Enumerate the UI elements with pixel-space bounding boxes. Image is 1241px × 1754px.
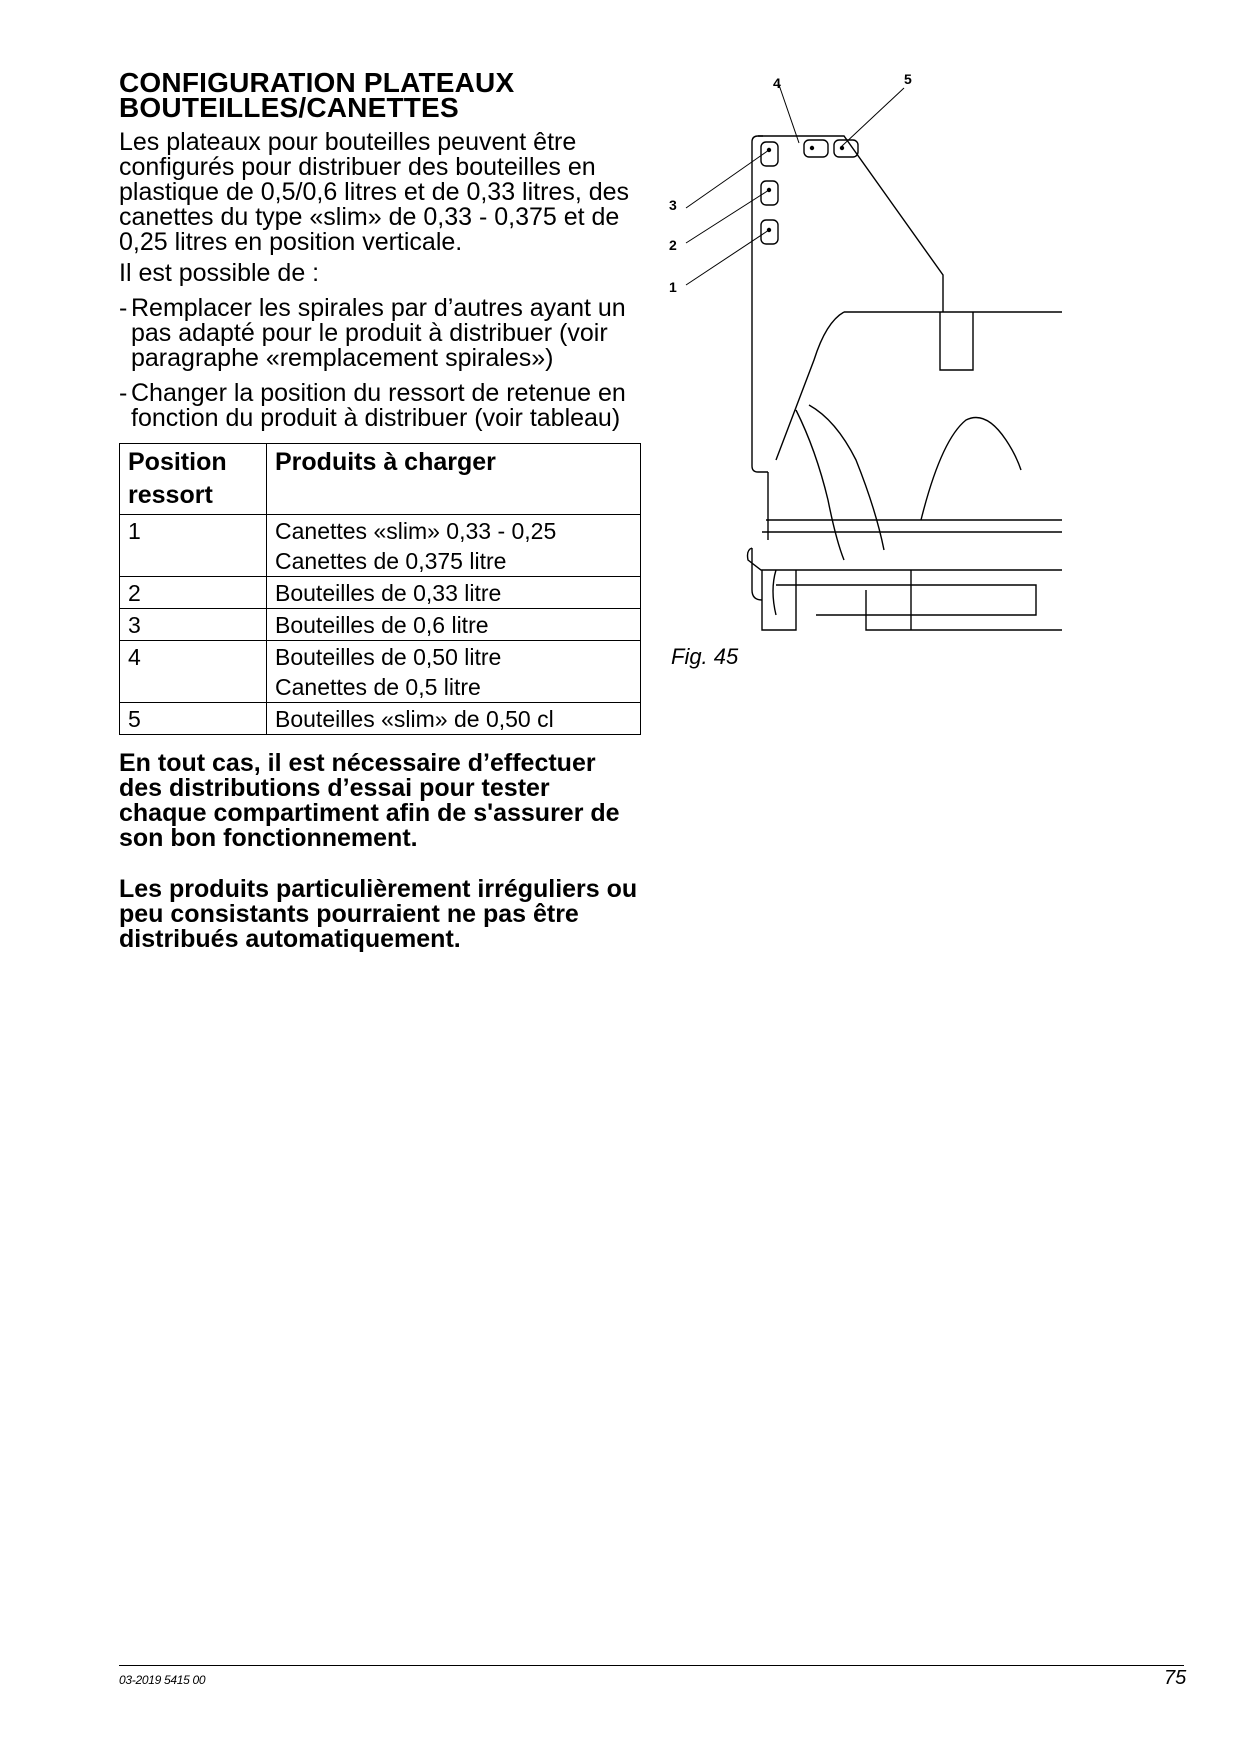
table-row [120,609,641,641]
product-line: Bouteilles de 0,6 litre [275,612,489,638]
possible-paragraph: Il est possible de : [119,259,320,287]
cell-products [267,703,641,735]
cell-products [267,641,641,703]
spring-position-table [119,443,641,735]
cell-position: 5 [120,703,267,735]
warning-note: Les produits particulièrement irréguliers ou peu consistants pourraient ne pas être distribués automatiquement. [119,875,638,953]
page-title [119,67,644,123]
warning-note: En tout cas, il est nécessaire d’effectuer des distributions d’essai pour tester chaque compartiment afin de s'assurer de son bon fonctionnement. [119,749,620,852]
callout-3: 3 [669,197,677,213]
footer-divider [119,1665,1184,1666]
cell-position: 2 [120,577,267,609]
table-row [120,577,641,609]
cell-position: 3 [120,609,267,641]
diagram-svg [666,70,1066,660]
callout-2: 2 [669,237,677,253]
document-code: 03-2019 5415 00 [119,1673,206,1687]
main-column [119,67,644,953]
cell-products [267,515,641,577]
bullet-text: Remplacer les spirales par d’autres ayant un pas adapté pour le produit à distribuer (voir paragraphe «remplacement spirales») [131,294,626,372]
product-line: Bouteilles de 0,50 litre [275,644,502,670]
callout-5: 5 [904,71,912,87]
col-header-position: Position ressort [120,444,267,515]
bullet-item: - Remplacer les spirales par d’autres ayant un pas adapté pour le produit à distribuer (voir paragraphe «remplacement spirales») [119,296,644,371]
product-line: Bouteilles de 0,33 litre [275,580,502,606]
table-header-row [120,444,641,515]
callout-1: 1 [669,279,677,295]
product-line: Bouteilles «slim» de 0,50 cl [275,706,554,732]
callout-4: 4 [773,75,781,91]
bullet-text: Changer la position du ressort de retenue en fonction du produit à distribuer (voir tableau) [131,379,626,432]
tray-spring-diagram [666,70,1066,660]
title-line-2: BOUTEILLES/CANETTES [119,92,459,123]
title-line-1: CONFIGURATION PLATEAUX [119,67,515,98]
table-row [120,641,641,703]
page-number: 75 [1164,1667,1187,1689]
bullet-item: - Changer la position du ressort de retenue en fonction du produit à distribuer (voir tableau) [119,381,644,431]
table-row [120,515,641,577]
product-line: Canettes de 0,5 litre [275,674,481,700]
figure-caption: Fig. 45 [671,644,739,669]
cell-position: 4 [120,641,267,703]
cell-products [267,577,641,609]
product-line: Canettes de 0,375 litre [275,548,507,574]
cell-products [267,609,641,641]
cell-position: 1 [120,515,267,577]
col-header-products: Produits à charger [267,444,641,515]
intro-paragraph: Les plateaux pour bouteilles peuvent être configurés pour distribuer des bouteilles en plastique de 0,5/0,6 litres et de 0,33 litres, des canettes du type «slim» de 0,33 - 0,375 et de 0,25 litres en position verticale. [119,128,630,256]
product-line: Canettes «slim» 0,33 - 0,25 [275,518,557,544]
table-row [120,703,641,735]
